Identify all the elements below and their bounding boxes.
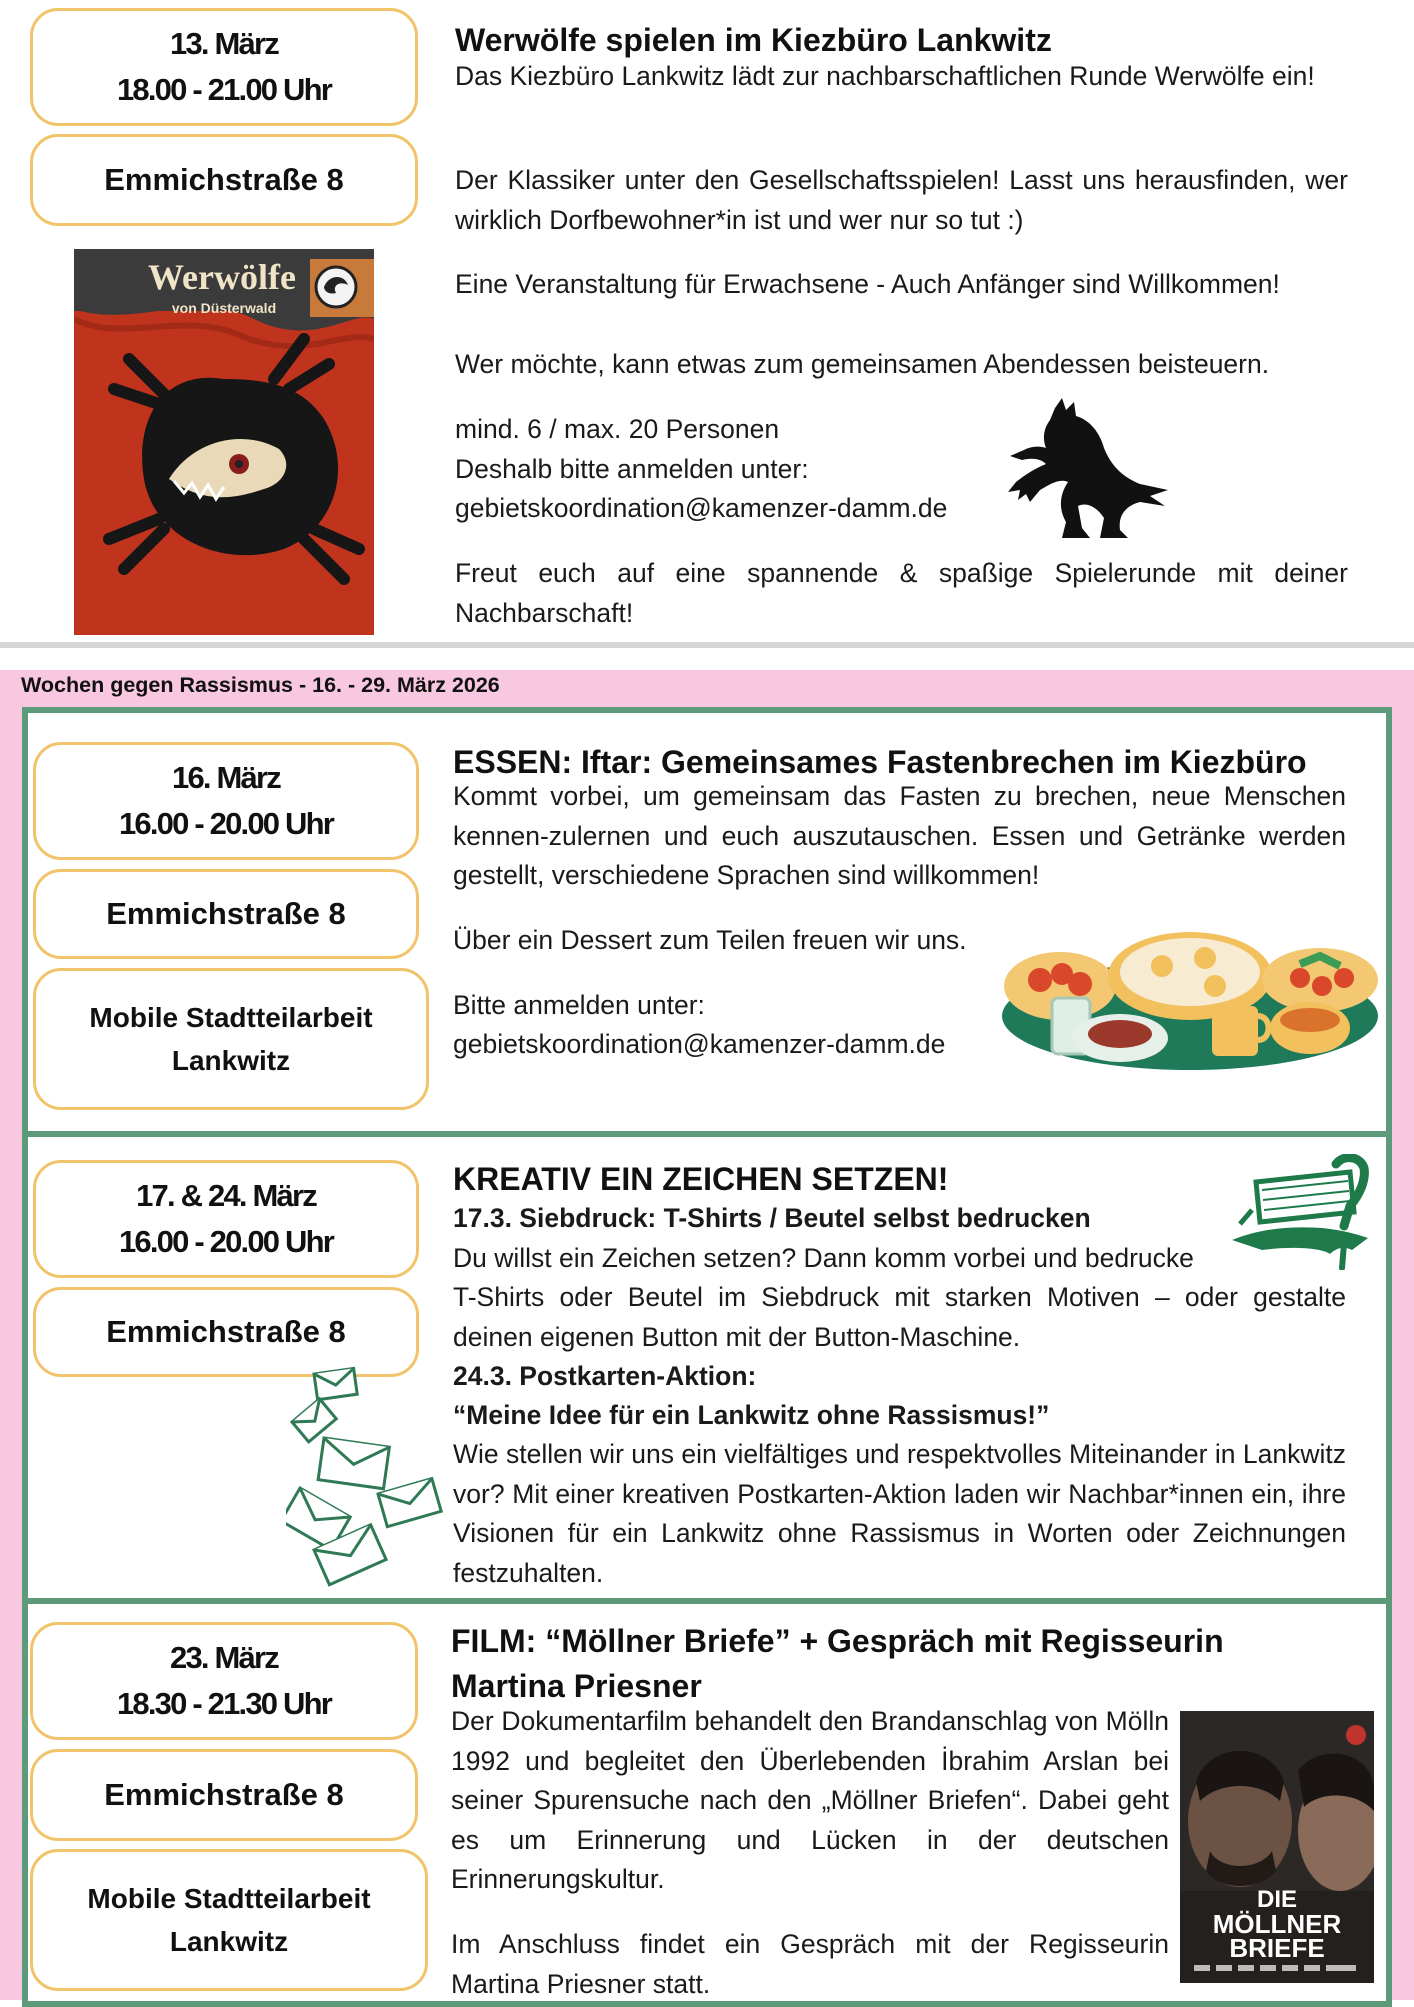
event1-title: Werwölfe spielen im Kiezbüro Lankwitz (455, 22, 1052, 58)
event4-organizer: Mobile Stadtteilarbeit Lankwitz (30, 1849, 428, 1991)
event1-place: Emmichstraße 8 (30, 134, 418, 226)
iftar-food-icon (1000, 928, 1380, 1072)
event1-register-label: Deshalb bitte anmelden unter: (455, 454, 809, 484)
section-separator (0, 642, 1414, 648)
event3-title: KREATIV EIN ZEICHEN SETZEN! (453, 1161, 949, 1197)
event4-date-time (30, 1622, 418, 1740)
event3-date: 17. & 24. März (136, 1178, 316, 1213)
werwoelfe-game-box-image (74, 249, 374, 635)
event4-paragraph-film: Der Dokumentarfilm behandelt den Brandanschlag von Mölln 1992 und begleitet den Überlebenden İbrahim Arslan bei seiner Spurensuche nach den „Möllner Briefen“. Dabei geht es um Erinnerung und Lücken in der deutschen Erinnerungskultur. (451, 1706, 1169, 1894)
box-subtitle-text: von Düsterwald (171, 300, 277, 316)
event3-subtitle-siebdruck: 17.3. Siebdruck: T-Shirts / Beutel selbst bedrucken (453, 1203, 1091, 1233)
event1-participants: mind. 6 / max. 20 Personen (455, 414, 780, 444)
werewolf-silhouette-icon (1000, 398, 1170, 540)
poster-title-line3: BRIEFE (1229, 1933, 1325, 1963)
event2-register-label: Bitte anmelden unter: (453, 990, 705, 1020)
event4-paragraph-talk: Im Anschluss findet ein Gespräch mit der Regisseurin Martina Priesner statt. (451, 1929, 1169, 1999)
event2-paragraph-dessert: Über ein Dessert zum Teilen freuen wir uns. (453, 925, 967, 955)
event3-place: Emmichstraße 8 (33, 1287, 419, 1377)
event3-paragraph-postkarten: Wie stellen wir uns ein vielfältiges und respektvolles Miteinander in Lankwitz vor? Mit einer kreativen Postkarten-Aktion laden wir Nachbar*innen ein, ihre Visionen für ein Lankwitz ohne Rassismus in Worten oder Zeichnungen festzuhalten. (453, 1439, 1346, 1588)
event1-email-link[interactable]: gebietskoordination@kamenzer-damm.de (455, 493, 948, 523)
event2-time: 16.00 - 20.00 Uhr (118, 806, 334, 841)
event1-paragraph-classic: Der Klassiker unter den Gesellschaftsspielen! Lasst uns herausfinden, wer wirklich Dorfbewohner*in ist und wer nur so tut :) (455, 165, 1348, 235)
werwolf-artwork-icon (74, 249, 374, 635)
event1-date: 13. März (170, 26, 278, 61)
event4-date: 23. März (170, 1640, 278, 1675)
event3-time: 16.00 - 20.00 Uhr (118, 1224, 334, 1259)
event2-date: 16. März (172, 760, 280, 795)
event2-organizer: Mobile Stadtteilarbeit Lankwitz (33, 968, 429, 1110)
event1-paragraph-intro: Das Kiezbüro Lankwitz lädt zur nachbarschaftlichen Runde Werwölfe ein! (455, 61, 1315, 91)
poster-portraits-icon (1180, 1711, 1374, 1983)
event3-paragraph-siebdruck-line1: Du willst ein Zeichen setzen? Dann komm vorbei und bedrucke (453, 1243, 1194, 1273)
event1-paragraph-adults: Eine Veranstaltung für Erwachsene - Auch Anfänger sind Willkommen! (455, 269, 1280, 299)
event4-title-line1: FILM: “Möllner Briefe” + Gespräch mit Regisseurin (451, 1623, 1224, 1659)
moellner-briefe-film-poster (1180, 1711, 1374, 1983)
event1-paragraph-closing: Freut euch auf eine spannende & spaßige Spielerunde mit deiner Nachbarschaft! (455, 558, 1348, 628)
event4-title-line2: Martina Priesner (451, 1668, 702, 1704)
event3-subtitle-postkarten: 24.3. Postkarten-Aktion: (453, 1361, 757, 1391)
postcards-envelopes-icon (286, 1366, 446, 1596)
event1-date-time (30, 8, 418, 126)
event4-place: Emmichstraße 8 (30, 1749, 418, 1841)
event2-place: Emmichstraße 8 (33, 869, 419, 959)
divider-event3-event4 (22, 1598, 1392, 1604)
event4-time: 18.30 - 21.30 Uhr (116, 1686, 332, 1721)
event3-date-time (33, 1160, 419, 1278)
event1-paragraph-dinner: Wer möchte, kann etwas zum gemeinsamen Abendessen beisteuern. (455, 349, 1270, 379)
event3-paragraph-siebdruck: T-Shirts oder Beutel im Siebdruck mit starken Motiven – oder gestalte deinen eigenen Button mit der Button-Maschine. (453, 1282, 1346, 1352)
event2-title: ESSEN: Iftar: Gemeinsames Fastenbrechen im Kiezbüro (453, 744, 1307, 780)
box-title-text: Werwölfe (148, 257, 296, 297)
divider-event2-event3 (22, 1131, 1392, 1137)
event2-paragraph-intro: Kommt vorbei, um gemeinsam das Fasten zu brechen, neue Menschen kennen-zulernen und euch auszutauschen. Essen und Getränke werden gestellt, verschiedene Sprachen sind willkommen! (453, 781, 1346, 890)
event2-email-link[interactable]: gebietskoordination@kamenzer-damm.de (453, 1029, 946, 1059)
event1-time: 18.00 - 21.00 Uhr (116, 72, 332, 107)
event2-date-time (33, 742, 419, 860)
poster-title-line1: DIE (1256, 1886, 1298, 1913)
event3-subtitle-quote: “Meine Idee für ein Lankwitz ohne Rassismus!” (453, 1400, 1050, 1430)
section-heading: Wochen gegen Rassismus - 16. - 29. März 2026 (21, 673, 500, 697)
screen-printing-icon (1232, 1154, 1374, 1270)
poster-title-line2: MÖLLNER (1212, 1909, 1342, 1939)
